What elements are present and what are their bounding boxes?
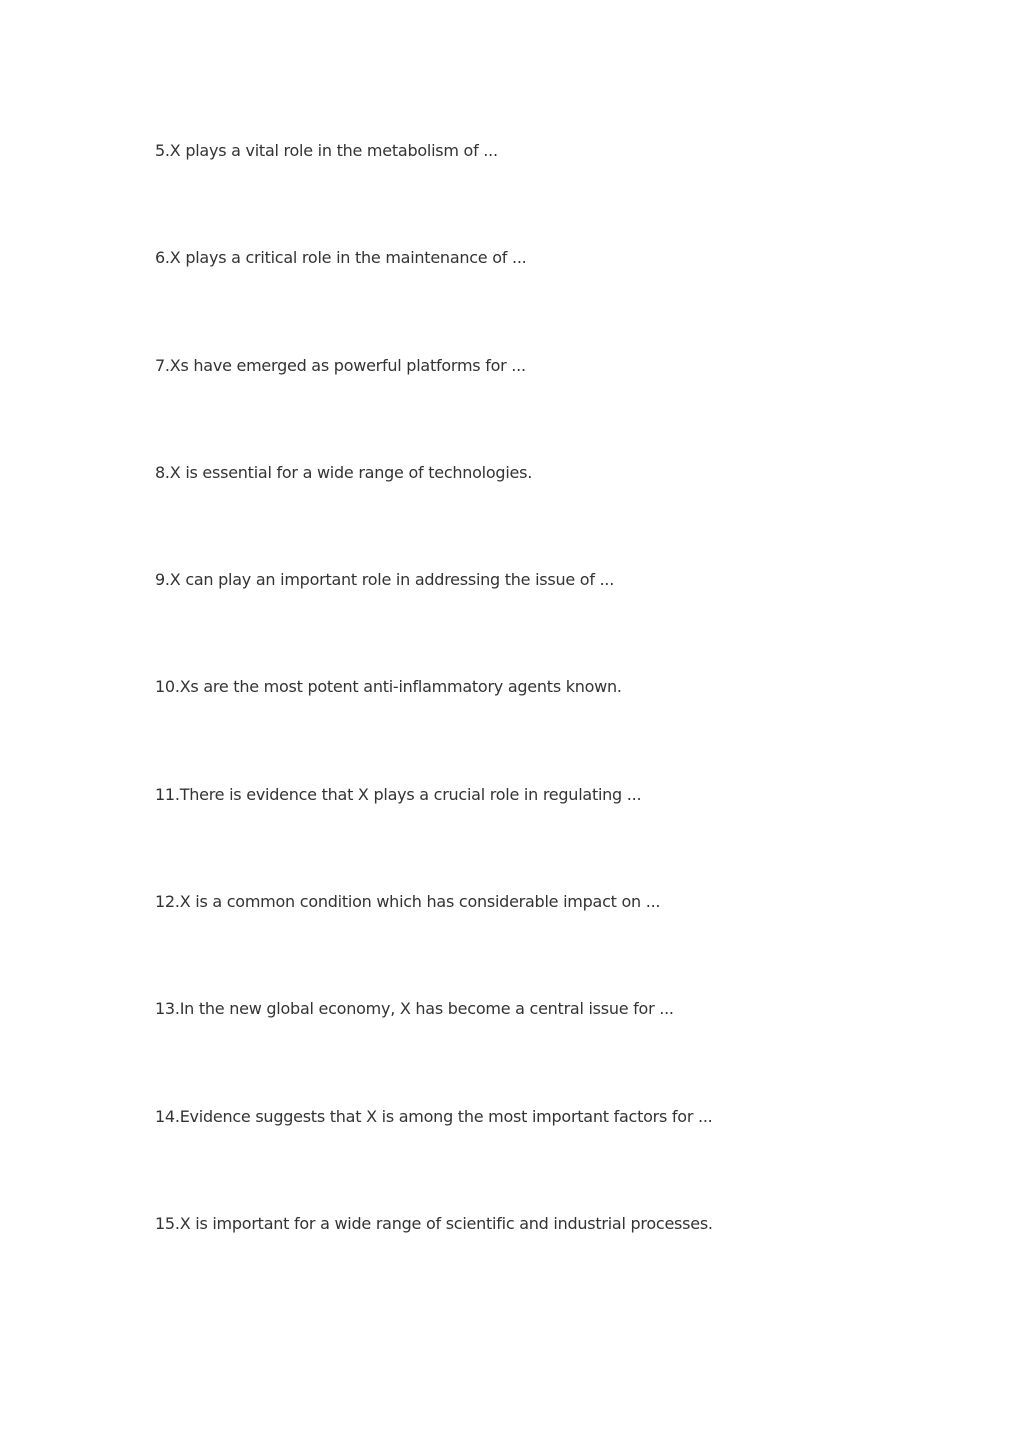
sentence-item: 10.Xs are the most potent anti-inflammatory agents known. <box>155 677 622 697</box>
sentence-item: 13.In the new global economy, X has become a central issue for ... <box>155 999 674 1019</box>
sentence-item: 8.X is essential for a wide range of technologies. <box>155 462 533 482</box>
sentence-item: 11.There is evidence that X plays a crucial role in regulating ... <box>155 784 642 804</box>
sentence-list <box>155 139 713 1319</box>
sentence-item: 14.Evidence suggests that X is among the most important factors for ... <box>155 1106 713 1126</box>
sentence-item: 9.X can play an important role in addressing the issue of ... <box>155 570 615 590</box>
sentence-item: 12.X is a common condition which has considerable impact on ... <box>155 892 661 912</box>
sentence-item: 7.Xs have emerged as powerful platforms for ... <box>155 355 526 375</box>
sentence-item: 6.X plays a critical role in the maintenance of ... <box>155 248 527 268</box>
sentence-item: 5.X plays a vital role in the metabolism of ... <box>155 141 498 160</box>
sentence-item: 15.X is important for a wide range of scientific and industrial processes. <box>155 1213 713 1233</box>
